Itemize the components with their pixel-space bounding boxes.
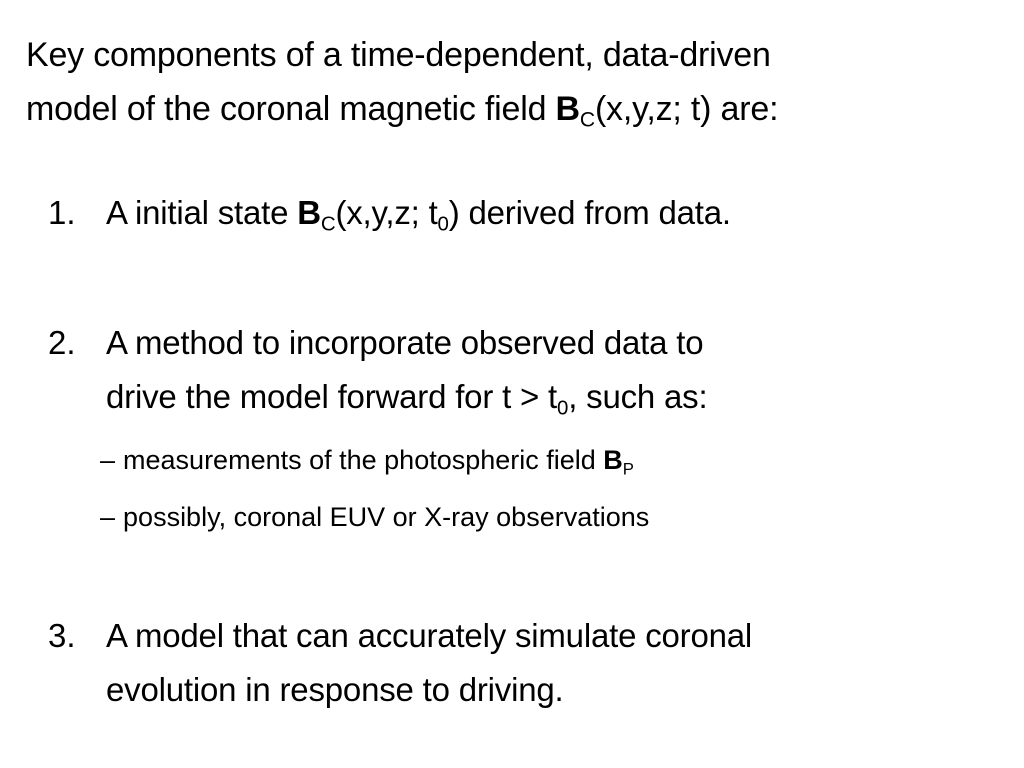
sub-bullet-text: possibly, coronal EUV or X-ray observations: [123, 502, 650, 532]
item-text: ) derived from data.: [448, 194, 731, 231]
item-line: [106, 186, 986, 240]
list-number: 1.: [48, 194, 76, 231]
field-symbol: B: [297, 194, 321, 231]
sub-bullet-2: [100, 497, 980, 537]
dash-bullet: –: [100, 502, 116, 532]
field-symbol: B: [555, 90, 580, 128]
title-line-1: Key components of a time-dependent, data-driven: [26, 36, 771, 74]
list-item-text: [106, 316, 986, 424]
item-text: (x,y,z; t: [335, 194, 438, 231]
item-text: A initial state: [106, 194, 298, 231]
item-text: , such as:: [568, 378, 708, 415]
time-subscript: 0: [437, 212, 449, 236]
title-text: model of the coronal magnetic field: [26, 90, 556, 128]
time-subscript: 0: [557, 396, 569, 420]
dash-bullet: –: [100, 445, 116, 475]
item-line-1: A model that can accurately simulate coronal: [106, 617, 753, 654]
field-subscript: C: [320, 212, 336, 236]
field-symbol: B: [603, 445, 623, 475]
list-item-text: [106, 609, 986, 717]
sub-bullet-1: [100, 440, 980, 480]
list-number: 2.: [48, 324, 76, 361]
item-text: drive the model forward for t > t: [106, 378, 558, 415]
title-text-end: (x,y,z; t) are:: [594, 90, 779, 128]
list-number: 3.: [48, 617, 76, 654]
item-line-2: [106, 370, 986, 424]
item-line-1: A method to incorporate observed data to: [106, 324, 704, 361]
field-subscript: C: [579, 108, 595, 132]
list-item-text: [106, 186, 986, 240]
sub-bullet-text: measurements of the photospheric field: [123, 445, 604, 475]
item-line-2: evolution in response to driving.: [106, 671, 564, 708]
field-subscript: P: [622, 459, 634, 479]
